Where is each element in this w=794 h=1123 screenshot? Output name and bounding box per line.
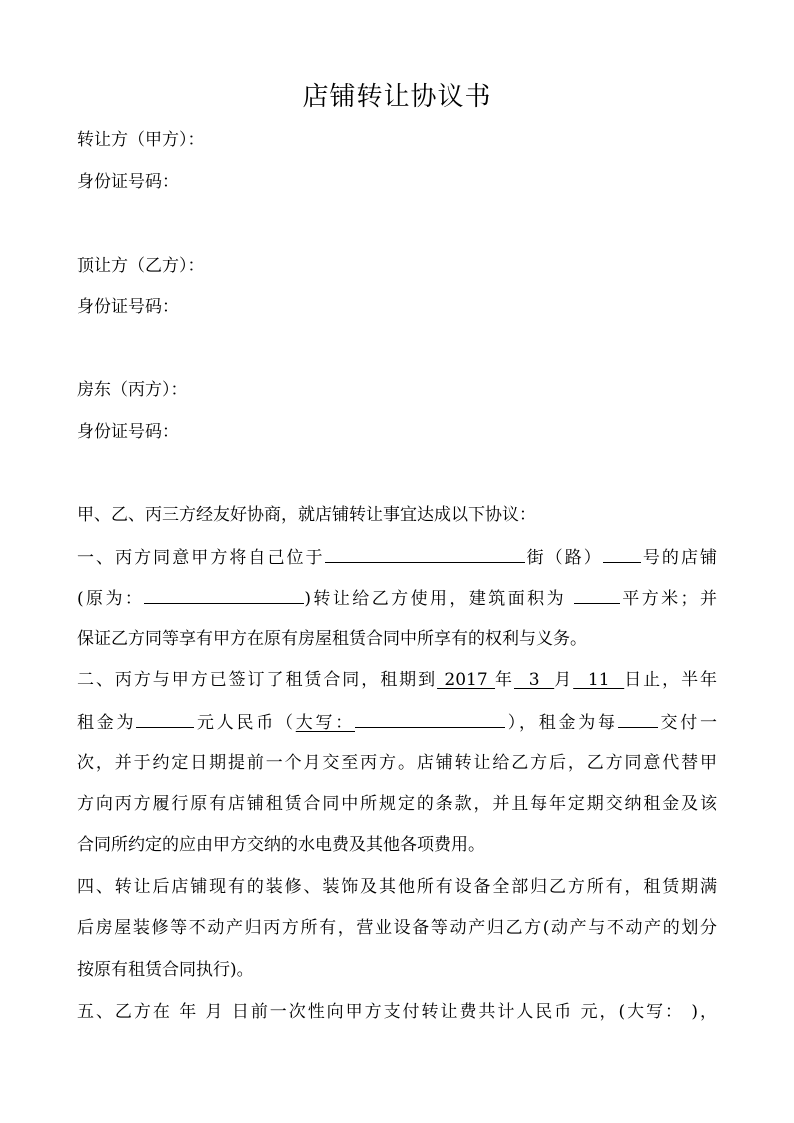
clause2-line3: 次，并于约定日期提前一个月交至丙方。店铺转让给乙方后，乙方同意代替甲 — [77, 753, 717, 773]
clause4-line2: 后房屋装修等不动产归丙方所有，营业设备等动产归乙方(动产与不动产的划分 — [77, 918, 717, 938]
clause4-line1: 四、转让后店铺现有的装修、装饰及其他所有设备全部归乙方所有，租赁期满 — [77, 877, 717, 897]
clause2-text-h: 交付一 — [657, 713, 717, 733]
clause2-line1 — [77, 668, 717, 692]
clause1-line2 — [77, 585, 717, 611]
lease-end-month: 3 — [513, 670, 555, 690]
party-a-id: 身份证号码： — [77, 172, 179, 192]
clause2-text-c: 月 — [554, 670, 574, 690]
rent-capital-blank — [355, 709, 505, 728]
clause1-line1 — [77, 544, 717, 570]
clause2-text-b: 年 — [495, 670, 514, 690]
area-blank — [574, 585, 620, 604]
party-c-id: 身份证号码： — [77, 422, 179, 442]
clause2-text-a: 二、丙方与甲方已签订了租赁合同，租期到 — [77, 670, 438, 690]
party-b-id: 身份证号码： — [77, 297, 179, 317]
clause1-text-f: 平方米；并 — [619, 589, 717, 609]
clause2-text-e: 租金为 — [77, 713, 137, 733]
clause2-line4: 方向丙方履行原有店铺租赁合同中所规定的条款，并且每年定期交纳租金及该 — [77, 794, 717, 814]
clause1-text-b: 街（路） — [524, 548, 603, 568]
clause1-line3: 保证乙方同等享有甲方在原有房屋租赁合同中所享有的权利与义务。 — [77, 629, 587, 649]
document-title: 店铺转让协议书 — [302, 82, 492, 112]
lease-end-day: 11 — [573, 670, 625, 690]
clause2-text-d: 日止，半年 — [624, 670, 718, 690]
intro-text: 甲、乙、丙三方经友好协商，就店铺转让事宜达成以下协议： — [77, 505, 536, 525]
party-c-label: 房东（丙方）： — [77, 380, 188, 400]
original-use-blank — [144, 585, 304, 604]
clause2-line2 — [77, 709, 717, 735]
payment-period-blank — [618, 709, 658, 728]
clause1-text-d: (原为： — [77, 589, 145, 609]
rent-capital-label: 大写： — [295, 713, 355, 733]
clause1-text-c: 号的店铺 — [640, 548, 718, 568]
party-a-label: 转让方（甲方）： — [77, 130, 205, 150]
clause4-line3: 按原有租赁合同执行)。 — [77, 960, 254, 980]
clause2-text-f: 元人民币（ — [194, 713, 296, 733]
street-blank — [325, 544, 525, 563]
clause2-text-g: ），租金为每 — [505, 713, 618, 733]
lease-end-year: 2017 — [437, 670, 496, 690]
clause2-line5: 合同所约定的应由甲方交纳的水电费及其他各项费用。 — [77, 835, 485, 855]
rent-amount-blank — [136, 709, 194, 728]
clause1-text-a: 一、丙方同意甲方将自己位于 — [77, 548, 325, 568]
party-b-label: 顶让方（乙方）： — [77, 256, 205, 276]
clause5-line1: 五、乙方在 年 月 日前一次性向甲方支付转让费共计人民币 元，(大写： )， — [77, 1002, 717, 1022]
clause1-text-e: )转让给乙方使用，建筑面积为 — [304, 589, 574, 609]
number-blank — [603, 544, 641, 563]
